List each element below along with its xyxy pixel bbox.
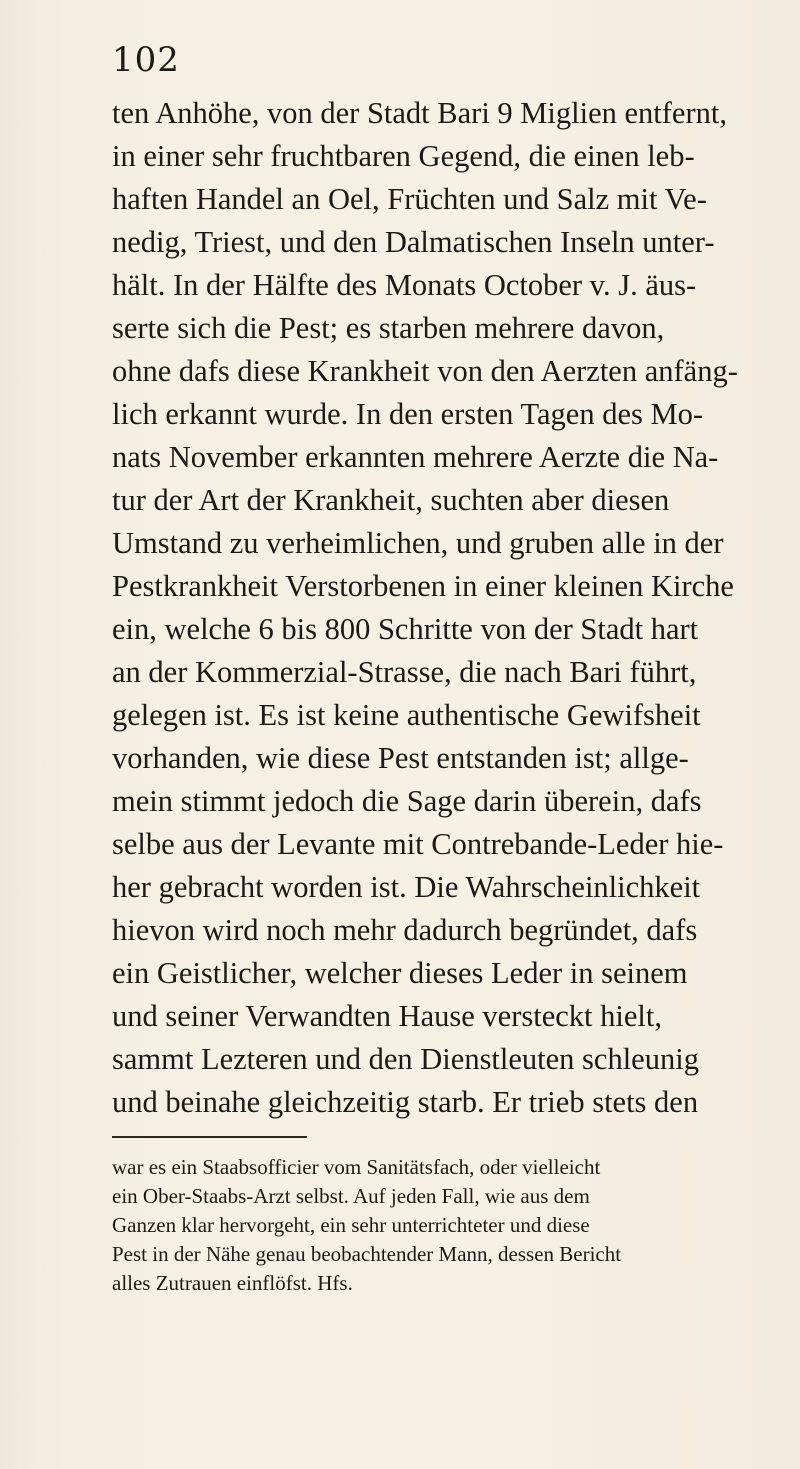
text-line: vorhanden, wie diese Pest entstanden ist; allge- <box>112 741 689 775</box>
text-line: haften Handel an Oel, Früchten und Salz mit Ve- <box>112 182 707 216</box>
text-line: ohne dafs diese Krankheit von den Aerzten anfäng- <box>112 354 738 388</box>
text-line: tur der Art der Krankheit, suchten aber diesen <box>112 483 670 517</box>
footnote-line: ein Ober-Staabs-Arzt selbst. Auf jeden Fall, wie aus dem <box>112 1184 590 1208</box>
text-line: serte sich die Pest; es starben mehrere davon, <box>112 311 665 345</box>
footnote-divider <box>112 1136 307 1138</box>
text-line: mein stimmt jedoch die Sage darin überein, dafs <box>112 784 702 818</box>
text-line: Pestkrankheit Verstorbenen in einer kleinen Kirche <box>112 569 734 603</box>
text-line: hievon wird noch mehr dadurch begründet, dafs <box>112 913 698 947</box>
text-line: selbe aus der Levante mit Contrebande-Leder hie- <box>112 827 724 861</box>
text-line: nats November erkannten mehrere Aerzte die Na- <box>112 440 719 474</box>
text-line: sammt Lezteren und den Dienstleuten schleunig <box>112 1042 699 1076</box>
text-line: ein, welche 6 bis 800 Schritte von der Stadt hart <box>112 612 699 646</box>
text-line: ein Geistlicher, welcher dieses Leder in seinem <box>112 956 688 990</box>
footnote-line: Pest in der Nähe genau beobachtender Mann, dessen Bericht <box>112 1242 622 1266</box>
text-line: gelegen ist. Es ist keine authentische Gewifsheit <box>112 698 701 732</box>
text-line: an der Kommerzial-Strasse, die nach Bari führt, <box>112 655 697 689</box>
text-line: nedig, Triest, und den Dalmatischen Inseln unter- <box>112 225 715 259</box>
text-line: her gebracht worden ist. Die Wahrscheinlichkeit <box>112 870 701 904</box>
text-line: Umstand zu verheimlichen, und gruben alle in der <box>112 526 724 560</box>
text-line: in einer sehr fruchtbaren Gegend, die einen leb- <box>112 139 695 173</box>
text-line: hält. In der Hälfte des Monats October v. J. äus- <box>112 268 697 302</box>
footnote-line: Ganzen klar hervorgeht, ein sehr unterrichteter und diese <box>112 1213 590 1237</box>
main-text <box>112 92 800 1124</box>
page-number: 102 <box>112 40 180 80</box>
footnote-line: war es ein Staabsofficier vom Sanitätsfach, oder vielleicht <box>112 1155 601 1179</box>
text-line: lich erkannt wurde. In den ersten Tagen des Mo- <box>112 397 704 431</box>
footnote-line: alles Zutrauen einflöfst. Hfs. <box>112 1271 353 1295</box>
text-line: ten Anhöhe, von der Stadt Bari 9 Miglien entfernt, <box>112 96 727 130</box>
footnote <box>112 1153 792 1298</box>
text-line: und seiner Verwandten Hause versteckt hielt, <box>112 999 662 1033</box>
text-line: und beinahe gleichzeitig starb. Er trieb stets den <box>112 1085 699 1119</box>
